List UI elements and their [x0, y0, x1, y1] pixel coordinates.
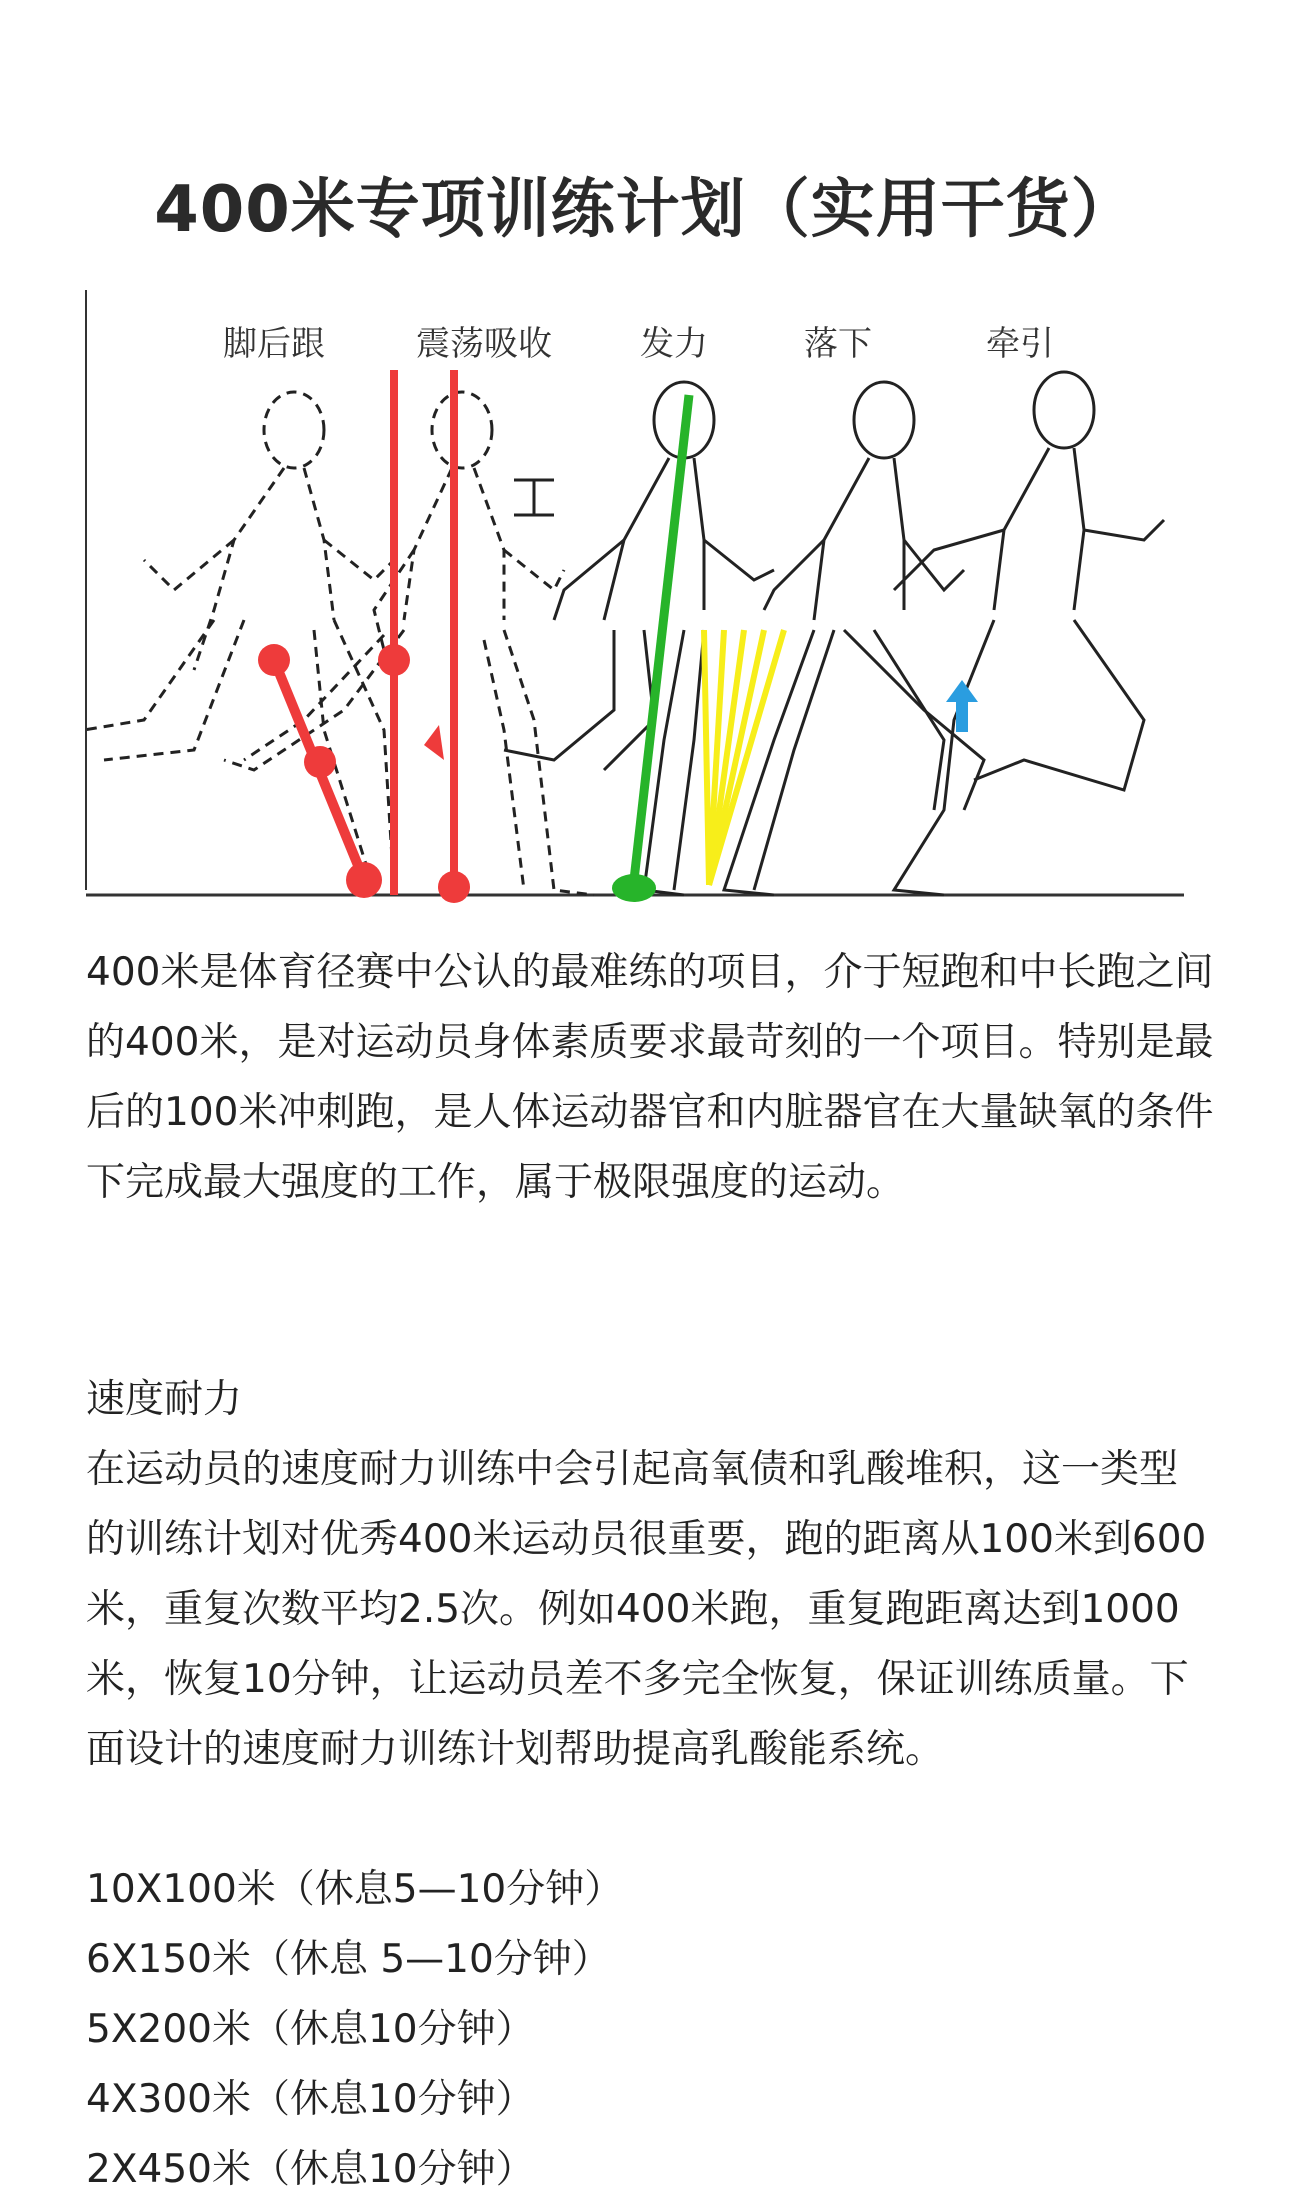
intro-paragraph: 400米是体育径赛中公认的最难练的项目，介于短跑和中长跑之间的400米，是对运动员身体素质要求最苛刻的一个项目。特别是最后的100米冲刺跑，是人体运动器官和内脏器官在大量缺氧的条件下完成最大强度的工作，属于极限强度的运动。	[86, 950, 1214, 1205]
list-item: 10X100米（休息5—10分钟）	[86, 1867, 624, 1912]
list-item: 2X450米（休息10分钟）	[86, 2147, 535, 2192]
phase-label-pull: 牵引	[986, 324, 1054, 364]
runner-pull	[894, 372, 1164, 895]
list-item: 5X200米（休息10分钟）	[86, 2007, 535, 2052]
red-joint-foot	[346, 862, 382, 898]
green-foot-marker	[612, 874, 656, 902]
red-markers	[258, 370, 470, 903]
list-item: 4X300米（休息10分钟）	[86, 2077, 535, 2122]
training-plan-list	[86, 1855, 623, 2205]
red-joint-hip	[258, 644, 290, 676]
yellow-fan	[704, 630, 784, 885]
green-markers	[612, 395, 689, 902]
phase-label-push: 发力	[640, 324, 708, 364]
red-joint-knee	[304, 746, 336, 778]
section-paragraph: 在运动员的速度耐力训练中会引起高氧债和乳酸堆积，这一类型的训练计划对优秀400米运动员很重要，跑的距离从100米到600米，重复次数平均2.5次。例如400米跑，重复跑距离达到1000米，恢复10分钟，让运动员差不多完全恢复，保证训练质量。下面设计的速度耐力训练计划帮助提高乳酸能系统。	[86, 1447, 1207, 1772]
phase-label-heel: 脚后跟	[223, 324, 325, 364]
list-item: 6X150米（休息 5—10分钟）	[86, 1937, 611, 1982]
page-title: 400米专项训练计划（实用干货）	[154, 173, 1136, 247]
running-phases-diagram	[84, 290, 1210, 920]
runner-heel-dashed	[84, 392, 394, 890]
phase-label-fall: 落下	[804, 324, 872, 364]
red-angle-marker	[424, 725, 444, 760]
runner-absorption-dashed	[224, 392, 594, 895]
red-joint-foot-2	[438, 871, 470, 903]
green-force-line	[634, 395, 689, 880]
blue-up-arrow-icon	[946, 680, 978, 732]
red-joint-hip-2	[378, 644, 410, 676]
phase-label-absorption: 震荡吸收	[416, 324, 552, 364]
section-heading: 速度耐力	[86, 1377, 243, 1422]
running-phases-figure	[84, 290, 1210, 920]
